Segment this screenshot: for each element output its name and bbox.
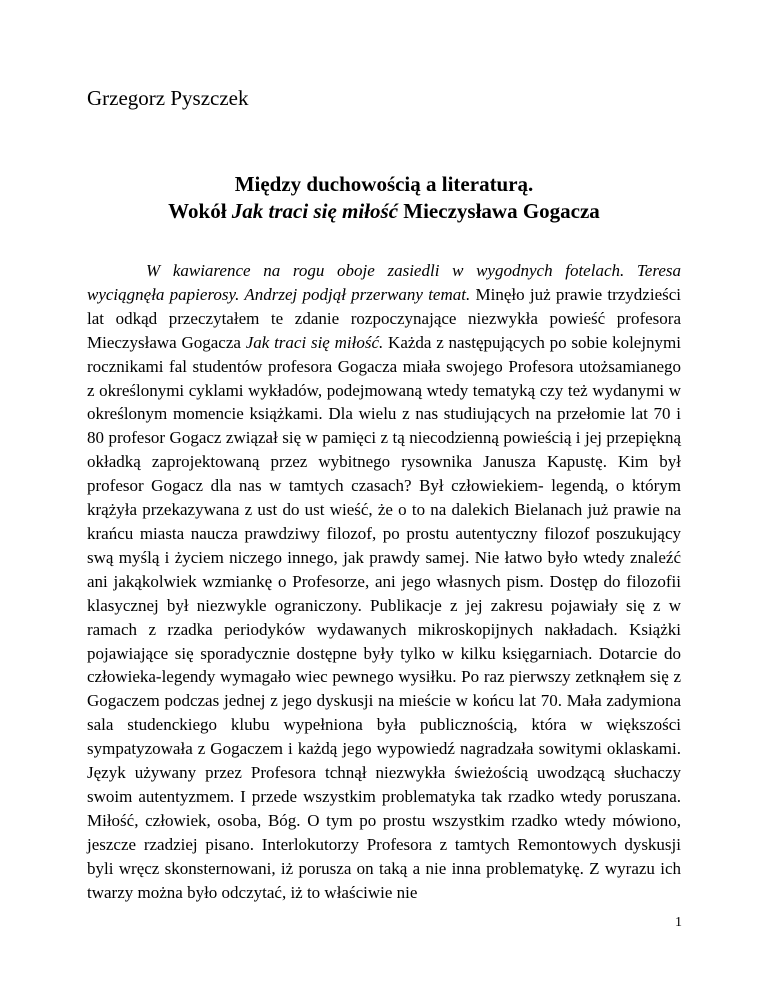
title-line-2-suffix: Mieczysława Gogacza bbox=[398, 199, 600, 223]
author-name: Grzegorz Pyszczek bbox=[87, 86, 249, 110]
body-paragraph bbox=[87, 259, 681, 904]
book-title-reference: Jak traci się miłość. bbox=[245, 332, 384, 352]
page-number: 1 bbox=[675, 915, 682, 930]
title-line-2-prefix: Wokół bbox=[168, 199, 232, 223]
article-title bbox=[87, 171, 681, 225]
title-line-1: Między duchowością a literaturą. bbox=[234, 172, 534, 196]
paragraph-text-part-1: Minęło już prawie trzydzieści lat odkąd przeczytałem te zdanie rozpoczynające niezwykła powieść profesora Mieczysława Gogacza bbox=[87, 284, 681, 352]
title-book-name: Jak traci się miłość bbox=[231, 199, 399, 223]
title-line-2 bbox=[87, 198, 681, 225]
opening-quote: W kawiarence na rogu oboje zasiedli w wygodnych fotelach. Teresa wyciągnęła papierosy. Andrzej podjął przerwany temat. bbox=[87, 261, 681, 304]
paragraph-text-part-2: Każda z następujących po sobie kolejnymi rocznikami fal studentów profesora Gogacza miała swojego Profesora utożsamianego z określonymi cyklami wykładów, podejmowaną wtedy tematyką czy też wydanymi w określonym momencie książkami. Dla wielu z nas studiujących na przełomie lat 70 i 80 profesor Gogacz związał się w pamięci z tą niecodzienną powieścią i jej przepiękną okładką zaprojektowaną przez wybitnego rysownika Janusza Kapustę. Kim był profesor Gogacz dla nas w tamtych czasach? Był człowiekiem- legendą, o którym krążyła przekazywana z ust do ust wieść, że o to na dalekich Bielanach już prawie na krańcu miasta naucza prawdziwy filozof, po prostu autentyczny filozof poszukujący swą myślą i życiem niczego innego, jak prawdy samej. Nie łatwo było wtedy znaleźć ani jakąkolwiek wzmiankę o Profesorze, ani jego własnych pism. Dostęp do filozofii klasycznej był niezwykle ograniczony. Publikacje z jej zakresu pojawiały się z w ramach z rzadka periodyków wydawanych mikroskopijnych nakładach. Książki pojawiające się sporadycznie dostępne były tylko w kilku księgarniach. Dotarcie do człowieka-legendy wymagało wiec pewnego wysiłku. Po raz pierwszy zetknąłem się z Gogaczem podczas jednej z jego dyskusji na mieście w końcu lat 70. Mała zadymiona sala studenckiego klubu wypełniona była publicznością, która w większości sympatyzowała z Gogaczem i każdą jego wypowiedź nagradzała sowitymi oklaskami. Język używany przez Profesora tchnął niezwykła świeżością uwodzącą słuchaczy swoim autentyzmem. I przede wszystkim problematyka tak rzadko wtedy poruszana. Miłość, człowiek, osoba, Bóg. O tym po prostu wszystkim rzadko wtedy mówiono, jeszcze rzadziej pisano. Interlokutorzy Profesora z tamtych Remontowych dyskusji byli wręcz skonsternowani, iż porusza on taką a nie inna problematykę. Z wyrazu ich twarzy można było odczytać, iż to właściwie nie bbox=[87, 332, 682, 902]
